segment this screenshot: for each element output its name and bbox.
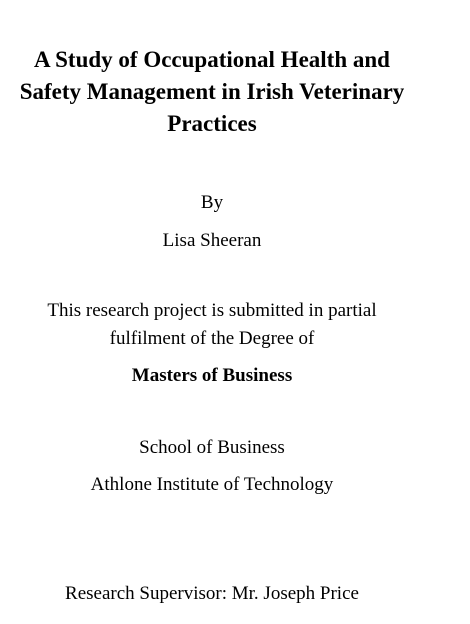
author-name: Lisa Sheeran: [162, 230, 262, 251]
title-line-2: Safety Management in Irish Veterinary: [19, 79, 405, 104]
title-line-1: A Study of Occupational Health and: [34, 47, 390, 72]
degree-name: Masters of Business: [131, 365, 293, 386]
by-label: By: [200, 192, 224, 213]
document-title: [0, 44, 424, 140]
school-name: School of Business: [139, 437, 285, 458]
submission-line-1: This research project is submitted in partial: [47, 300, 377, 321]
submission-line-2: fulfilment of the Degree of: [109, 328, 315, 349]
institution-name: Athlone Institute of Technology: [90, 474, 334, 495]
research-supervisor: Research Supervisor: Mr. Joseph Price: [65, 583, 359, 604]
title-line-3: Practices: [167, 111, 257, 136]
